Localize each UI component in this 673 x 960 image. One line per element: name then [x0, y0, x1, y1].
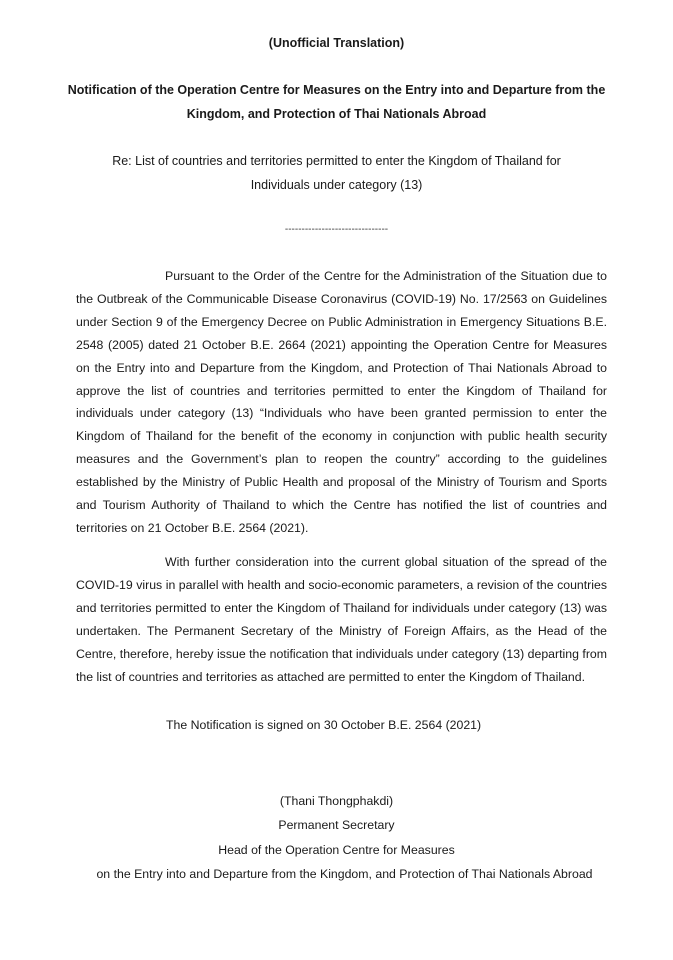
signatory-role-line-1: Head of the Operation Centre for Measures: [218, 843, 455, 857]
signatory-role-line-2: on the Entry into and Departure from the Kingdom, and Protection of Thai Nationals Abroad: [96, 867, 593, 881]
subject-line-1: Re: List of countries and territories permitted to enter the Kingdom of Thailand for: [112, 154, 561, 168]
signatory-title: Permanent Secretary: [278, 818, 395, 832]
divider: -------------------------------: [284, 224, 389, 235]
body-paragraph-2: With further consideration into the current global situation of the spread of the COVID-19 virus in parallel with health and socio-economic parameters, a revision of the countries and territories permitted to enter the Kingdom of Thailand for individuals under category (13) was undertaken. The Permanent Secretary of the Ministry of Foreign Affairs, as the Head of the Centre, therefore, hereby issue the notification that individuals under category (13) departing from the list of countries and territories as attached are permitted to enter the Kingdom of Thailand.: [76, 555, 607, 684]
document-title-line-2: Kingdom, and Protection of Thai Nationals Abroad: [186, 107, 487, 121]
document-title-line-1: Notification of the Operation Centre for Measures on the Entry into and Departure from the: [67, 83, 606, 97]
subject-line-2: Individuals under category (13): [250, 178, 423, 192]
signed-date-line: The Notification is signed on 30 October B.E. 2564 (2021): [166, 718, 482, 732]
signatory-name: (Thani Thongphakdi): [279, 794, 394, 808]
translation-note: (Unofficial Translation): [268, 36, 405, 50]
body-paragraph-1: Pursuant to the Order of the Centre for the Administration of the Situation due to the Outbreak of the Communicable Disease Coronavirus (COVID-19) No. 17/2563 on Guidelines under Section 9 of the Emergency Decree on Public Administration in Emergency Situations B.E. 2548 (2005) dated 21 October B.E. 2664 (2021) appointing the Operation Centre for Measures on the Entry into and Departure from the Kingdom, and Protection of Thai Nationals Abroad to approve the list of countries and territories permitted to enter the Kingdom of Thailand for individuals under category (13) “Individuals who have been granted permission to enter the Kingdom of Thailand for the benefit of the economy in conjunction with public health security measures and the Government’s plan to reopen the country” according to the guidelines established by the Ministry of Public Health and proposal of the Ministry of Tourism and Sports and Tourism Authority of Thailand to which the Centre has notified the list of countries and territories on 21 October B.E. 2564 (2021).: [76, 269, 607, 535]
